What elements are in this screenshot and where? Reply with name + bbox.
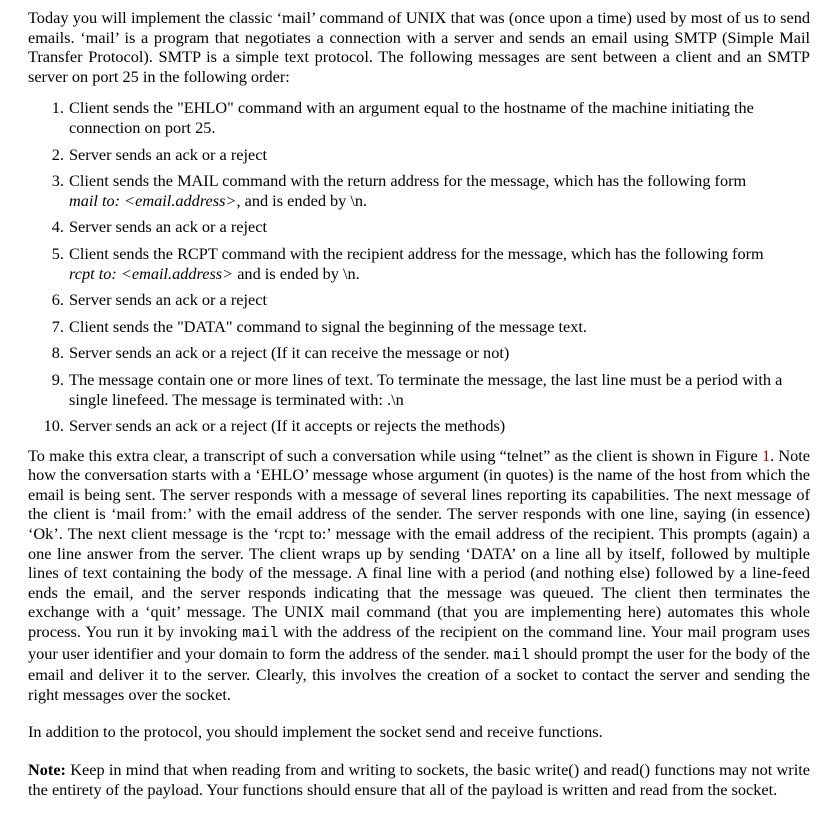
step-number: 9. — [51, 369, 64, 389]
protocol-steps-list — [28, 98, 810, 435]
command-form-argument: <email.address> — [120, 263, 234, 283]
command-form-prefix: rcpt to: — [69, 263, 121, 283]
mail-command-code: mail — [242, 625, 279, 643]
step-text: Server sends an ack or a reject (If it can receive the message or not) — [69, 343, 510, 363]
list-item — [28, 416, 810, 436]
step-number: 10. — [43, 416, 64, 436]
step-number: 1. — [51, 98, 64, 118]
note-label: Note: — [28, 760, 66, 779]
list-item — [28, 370, 810, 409]
command-form — [69, 264, 810, 284]
para2-text-4: should prompt the user for the body of the email and deliver it to the server. Clearly, this involves the creation of a socket to contact the server and sending the right messages over the socket. — [28, 643, 810, 704]
note-paragraph — [28, 760, 810, 799]
step-number: 6. — [51, 290, 64, 310]
step-number: 4. — [51, 217, 64, 237]
list-item — [28, 317, 810, 337]
para2-text-2: . Note how the conversation starts with a ‘EHLO’ message whose argument (in quotes) is the name of the host from which the email is being sent. The server responds with a message of several lines reporting its capabilities. The next message of the client is ‘mail from:’ with the email address of the sender. The server responds with one line, saying (in essence) ‘Ok’. The next client message is the ‘rcpt to:’ message with the email address of the recipient. This prompts (again) a one line answer from the server. The client wraps up by sending ‘DATA’ on a line all by itself, followed by multiple lines of text containing the body of the message. A final line with a period (and nothing else) followed by a line-feed ends the email, and the server responds indicating that the message was queued. The client then terminates the exchange with a ‘quit’ message. The UNIX mail command (that you are implementing here) automates this whole process. You run it by invoking — [28, 445, 810, 642]
step-text: Client sends the "EHLO" command with an argument equal to the hostname of the machine initiating the connection on port 25. — [69, 98, 754, 137]
para2-text-1: To make this extra clear, a transcript of such a conversation while using “telnet” as the client is shown in Figure — [28, 445, 762, 465]
list-item — [28, 290, 810, 310]
command-form-suffix: , and is ended by \n. — [236, 190, 368, 210]
list-item — [28, 98, 810, 137]
list-item — [28, 217, 810, 237]
step-number: 8. — [51, 343, 64, 363]
step-number: 3. — [51, 171, 64, 191]
mail-command-code: mail — [493, 646, 530, 664]
list-item — [28, 244, 810, 283]
note-text: Keep in mind that when reading from and writing to sockets, the basic write() and read() functions may not write the entirety of the payload. Your functions should ensure that all of the payload is written and read from the socket. — [28, 760, 810, 799]
step-number: 5. — [51, 243, 64, 263]
socket-functions-paragraph: In addition to the protocol, you should implement the socket send and receive functions. — [28, 722, 603, 742]
step-text: Server sends an ack or a reject — [69, 144, 267, 164]
intro-paragraph: Today you will implement the classic ‘mail’ command of UNIX that was (once upon a time) used by most of us to send emails. ‘mail’ is a program that negotiates a connection with a server and sends an email using SMTP (Simple Mail Transfer Protocol). SMTP is a simple text protocol. The following messages are sent between a client and an SMTP server on port 25 in the following order: — [28, 8, 810, 86]
command-form-prefix: mail to: — [69, 190, 125, 210]
step-text: Client sends the "DATA" command to signal the beginning of the message text. — [69, 316, 587, 336]
transcript-explanation-paragraph — [28, 446, 810, 705]
step-text: Client sends the RCPT command with the recipient address for the message, which has the following form — [69, 243, 764, 263]
step-text: Server sends an ack or a reject — [69, 217, 267, 237]
command-form-argument: <email.address> — [124, 190, 237, 210]
step-number: 7. — [51, 316, 64, 336]
step-text: Client sends the MAIL command with the return address for the message, which has the following form — [69, 171, 747, 191]
step-number: 2. — [51, 144, 64, 164]
step-text: Server sends an ack or a reject — [69, 290, 267, 310]
list-item — [28, 343, 810, 363]
list-item — [28, 171, 810, 210]
command-form-suffix: and is ended by \n. — [233, 263, 360, 283]
list-item — [28, 145, 810, 165]
command-form — [69, 191, 810, 211]
step-text: The message contain one or more lines of text. To terminate the message, the last line must be a period with a single linefeed. The message is terminated with: .\n — [69, 369, 783, 409]
document-page — [28, 8, 810, 799]
para2-text-3: with the address of the recipient on the command line. Your mail program uses your user identifier and your domain to form the address of the sender. — [28, 622, 810, 663]
figure-reference-link[interactable]: 1 — [761, 445, 771, 465]
step-text: Server sends an ack or a reject (If it accepts or rejects the methods) — [69, 416, 506, 436]
